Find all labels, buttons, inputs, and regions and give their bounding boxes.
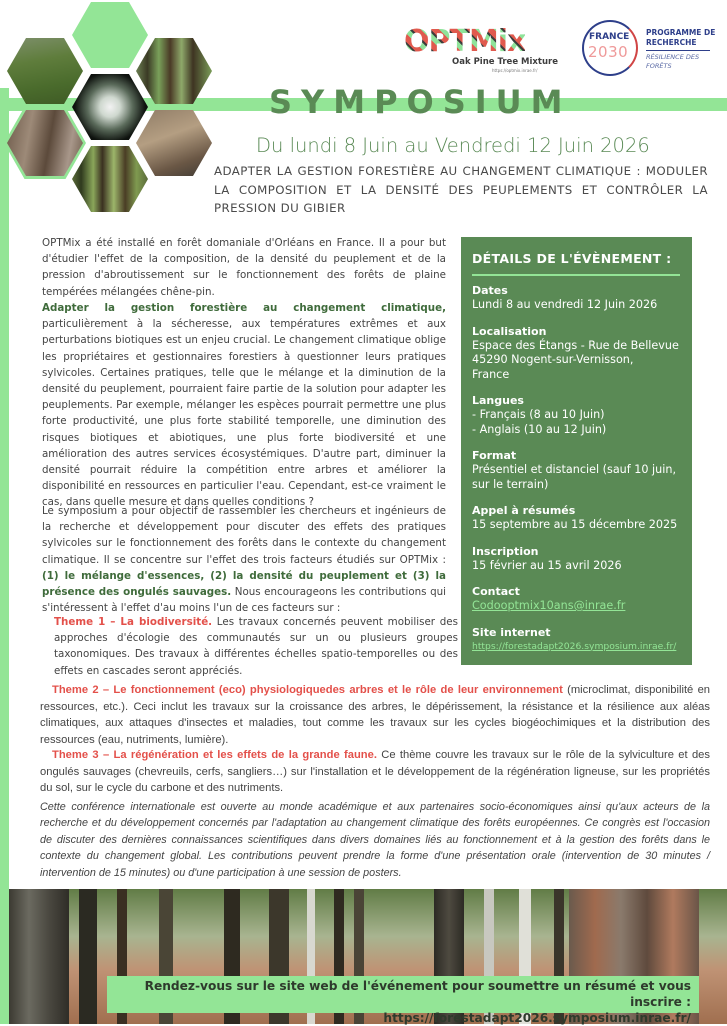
hexagon-photo-forest-understory [72, 146, 148, 212]
details-registration [472, 545, 682, 574]
abstracts-value: 15 septembre au 15 décembre 2025 [472, 518, 678, 531]
context-text: particulièrement à la sécheresse, aux températures extrêmes et aux perturbations biotiques est un enjeu crucial. Le changement climatique oblige les propriétaires et gestionnaires forestiers à questionner leurs pratiques sylvicoles. Certaines pratiques, telle que le mélange et la diminution de la densité du peuplement, pourraient faire partie de la solution pour adapter les peuplements. Par exemple, mélanger les espèces pourrait permettre une plus forte productivité, une plus forte stabilité temporelle, une diminution des risques biotiques et abiotiques, une plus forte biodiversité et une amélioration des autres services écosystémiques. D'autre part, diminuer la densité pourrait réduire la compétition entre arbres et améliorer la disponibilité en ressources en particulier l'eau. Cependant, est-ce vraiment le cas, dans quelle mesure et dans quelles conditions ? [42, 318, 446, 509]
france2030-year: 2030 [588, 43, 629, 61]
website-link[interactable]: https://forestadapt2026.symposium.inrae.fr/ [472, 640, 677, 652]
contact-email-link[interactable]: Codooptmix10ans@inrae.fr [472, 599, 626, 612]
theme-3-text: Ce thème couvre les travaux sur le rôle de la sylviculture et des ongulés sauvages (chevreuils, cerfs, sangliers…) sur l'installation et le développement de la régénération ligneuse, sur les propriétés du sol, sur le cycle du carbone et des nutriments. [40, 749, 710, 795]
languages-line-1: - Français (8 au 10 Juin) [472, 408, 605, 421]
theme-3-label: Theme 3 – La régénération et les effets de la grande faune. [52, 749, 377, 761]
theme-1-label: Theme 1 – La biodiversité. [54, 616, 213, 628]
hexagon-photo-canopy [72, 74, 148, 140]
intro-paragraph: OPTMix a été installé en forêt domaniale d'Orléans en France. Il a pour but d'étudier l'effet de la composition, de la densité du peuplement et de la pression d'abroutissement sur le fonctionnement des forêts de plaine tempérées mélangées chêne-pin. [42, 237, 446, 298]
details-website [472, 626, 682, 653]
dates-label: Dates [472, 284, 508, 297]
registration-value: 15 février au 15 avril 2026 [472, 558, 622, 572]
hexagon-photo-forest-instruments [136, 38, 212, 104]
call-to-action-banner [107, 976, 699, 1025]
resilience-label: RÉSILIENCE DES FORÊTS [646, 53, 700, 70]
optmix-url: https://optmix.inrae.fr/ [492, 68, 538, 73]
details-heading: DÉTAILS DE L'ÉVÈNEMENT : [472, 251, 672, 266]
optmix-logo: OPTMix [404, 24, 526, 59]
location-line-2: 45290 Nogent-sur-Vernisson, [472, 353, 634, 366]
theme-1-paragraph [42, 614, 458, 679]
event-details-panel [461, 237, 692, 665]
optmix-tagline: Oak Pine Tree Mixture [452, 57, 558, 67]
context-paragraph [42, 300, 446, 511]
programme-label: PROGRAMME DE RECHERCHE [646, 28, 716, 47]
languages-label: Langues [472, 394, 524, 407]
context-lead: Adapter la gestion forestière au changement climatique, [42, 302, 446, 314]
event-subtitle: ADAPTER LA GESTION FORESTIÈRE AU CHANGEMENT CLIMATIQUE : MODULER LA COMPOSITION ET LA DENSITÉ DES PEUPLEMENTS ET CONTRÔLER LA PRESSION DU GIBIER [214, 164, 708, 215]
objective-paragraph [42, 503, 446, 616]
tree-trunk [79, 889, 97, 1024]
hexagon-green-top [72, 2, 148, 68]
contact-label: Contact [472, 585, 520, 598]
abstracts-label: Appel à résumés [472, 504, 576, 517]
format-value: Présentiel et distanciel (sauf 10 juin, sur le terrain) [472, 463, 677, 491]
details-abstracts [472, 504, 682, 533]
location-line-1: Espace des Étangs - Rue de Bellevue [472, 338, 679, 352]
factors-highlight: (1) le mélange d'essences, (2) la densité du peuplement et (3) la présence des ongulés sauvages. [42, 569, 446, 599]
location-line-3: France [472, 367, 510, 381]
website-label: Site internet [472, 625, 551, 639]
objective-text: Le symposium a pour objectif de rassembler les chercheurs et ingénieurs de la recherche et développement pour discuter des effets des pratiques sylvicoles sur le fonctionnement des forêts dans le contexte du changement climatique. Il se concentre sur l'effet des trois facteurs étudiés sur OPTMix : [42, 505, 446, 566]
details-location [472, 325, 682, 383]
format-label: Format [472, 449, 517, 462]
theme-1-text: Les travaux concernés peuvent mobiliser des approches d'écologie des communautés sur un ou plusieurs groupes taxonomiques. Des travaux à différentes échelles spatio-temporelles ou des effets en cascades seront appréciés. [54, 616, 458, 677]
objective-tail: Nous encourageons les contributions qui s'intéressent à l'effet d'au moins l'un de ces facteurs sur : [42, 586, 446, 615]
cta-link[interactable]: https://forestadapt2026.symposium.inrae.fr/ [383, 1011, 691, 1025]
details-dates [472, 284, 682, 313]
dates-value: Lundi 8 au vendredi 12 Juin 2026 [472, 298, 658, 311]
theme-3-paragraph [40, 747, 710, 797]
details-contact [472, 585, 682, 614]
location-label: Localisation [472, 324, 547, 338]
details-divider [472, 274, 680, 276]
page-title: SYMPOSIUM [269, 83, 572, 121]
logo-divider [646, 50, 710, 51]
france2030-label: FRANCE [589, 32, 630, 42]
details-languages [472, 394, 682, 437]
registration-label: Inscription [472, 544, 539, 558]
hexagon-photo-soil-sensor [136, 110, 212, 176]
hexagon-photo-forest-landscape [7, 38, 83, 104]
details-format [472, 449, 682, 492]
closing-paragraph: Cette conférence internationale est ouverte au monde académique et aux partenaires socio-économiques ainsi qu'aux acteurs de la recherche et du développement concernés par l'adaptation au changement climatique des forêts européennes. Ce congrès est l'occasion de discuter des dernières connaissances scientifiques dans divers domaines liés au fonctionnement et à la gestion des forêts dans le contexte du changement global. Les contributions peuvent prendre la forme d'une présentation orale (intervention de 30 minutes / intervention de 15 minutes) ou d'une participation à une session de posters. [40, 801, 710, 879]
event-dates-heading: Du lundi 8 Juin au Vendredi 12 Juin 2026 [256, 134, 650, 157]
tree-trunk [9, 889, 69, 1024]
theme-2-paragraph [40, 682, 710, 748]
left-accent-bar [0, 88, 9, 1024]
cta-text: Rendez-vous sur le site web de l'événement pour soumettre un résumé et vous inscrire : [144, 979, 691, 1009]
languages-line-2: - Anglais (10 au 12 Juin) [472, 422, 607, 436]
theme-2-label: Theme 2 – Le fonctionnement (eco) physiologiquedes arbres et le rôle de leur environnement [52, 684, 563, 696]
theme-2-text: (microclimat, disponibilité en ressources, etc.). Ceci inclut les travaux sur la croissance des arbres, le dépérissement, la résistance et la résilience aux aléas climatiques, aux attaques d'insectes et maladies, tout comme les travaux sur les cycles biogéochimiques et la distribution des ressources (eau, nutriments, lumière). [40, 684, 711, 746]
